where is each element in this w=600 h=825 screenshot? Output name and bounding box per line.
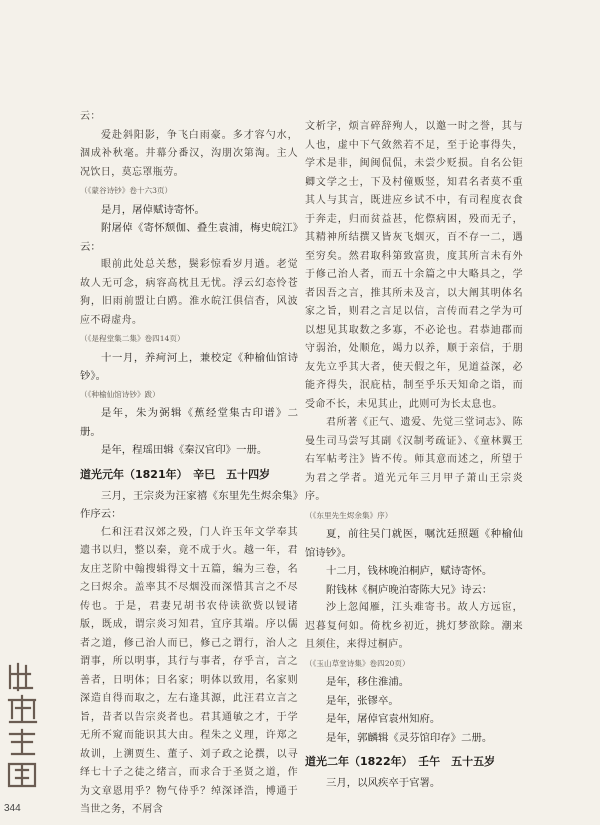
seal-logo-icon xyxy=(4,660,40,792)
body-paragraph: 是年，移住淮浦。 xyxy=(326,676,410,688)
body-paragraph: 是年，屠倬官袁州知府。 xyxy=(326,713,441,725)
source-citation: （《东里先生烬余集》序） xyxy=(305,510,393,520)
body-paragraph: 是月，屠倬赋诗寄怀。 xyxy=(101,203,205,216)
left-column xyxy=(80,108,298,820)
source-citation: （《蒙谷诗钞》卷十六3页） xyxy=(80,186,173,195)
body-paragraph: 是年，张镠卒。 xyxy=(326,694,399,707)
source-citation: （《种榆仙馆诗钞》跋） xyxy=(80,389,160,399)
body-paragraph: 是年，郭麟辑《灵芬馆印存》二册。 xyxy=(326,731,493,744)
quoted-passage: 仁和汪君汉郊之殁，门人许玉年文学奉其遗书以归，整以秦，竟不成于火。越一年，君友庄芝阶中翰搜辑得文十五篇，编为三卷，名之曰烬余。盖率其不尽烟没而深惜其言之不尽传也。于是，君妻兄胡书农侍读欲赀以锓诸版，既成，谓宗炎习知君，宜序其端。序以儒者之道，修己治人而已，修己之谓行，治人之谓事，所以明事，其行与事者，存乎言，言之善者，日明体；日名家；明体以致用，名家则深造自得而取之，左右逢其源，此汪君立言之旨，昔者以告宗炎者也。君其通敏之才，于学无所不窥而能识其大由。程朱之义理，许郑之故训，上溯贾生、董子、刘子政之论撰，以寻绎七十子之徒之绪言，而求合于圣贤之道，作为文章恩用乎？物气侍乎？绰深译浩，博通于当世之务，不屑含 xyxy=(80,526,298,815)
body-paragraph: 是年，朱为弼辑《蕉经堂集古印谱》二册。 xyxy=(80,407,298,438)
body-paragraph: 附钱林《桐庐晚泊寄陈大兄》诗云： xyxy=(326,583,493,596)
quoted-passage: 文析字，烦言碎辞殉人，以邀一时之誉，其与人也，虚中下气敛然若不足，至于论事得失，学术是非，闽闽侃侃，未尝少贬损。自名公钜卿文学之士，下及村僮贩竖，知君名者莫不重其人与其言，既进应乡试不中，有司程度衣食于奔走，归而贫益甚，佗傺病困，殁而无子，其精神所结撰又皆灰飞烟灭，百不存一二，遇至穷矣。然君取科第致富贵，度其所言未有外于修己治人者，而五十余篇之中大略具之，学者因吾之言，推其所未及言，以大阐其明体名家之旨，则君之言足以信，言传而君之学为可以想见其取数之多寡，不必论也。君恭迪郡而守弱治，处顺危，竭力以养，顺于亲信，于朋友先立乎其大者，使天假之年，见道益深，必能齐得失，泯庇枯，制至乎乐天知命之诣，而受命不长，未见其止，此则可为长太息也。 xyxy=(305,121,523,410)
source-citation: （《是程堂集二集》卷四14页） xyxy=(80,334,185,343)
body-paragraph: 十二月，钱林晚泊桐庐，赋诗寄怀。 xyxy=(326,565,493,577)
page-number: 344 xyxy=(4,803,21,814)
body-paragraph: 三月，以风疾卒于官署。 xyxy=(326,777,441,789)
body-paragraph: 十一月，养疴河上，兼校定《种榆仙馆诗钞》。 xyxy=(80,351,298,382)
body-paragraph: 附屠倬《寄怀颓伽、叠生袁浦，梅史皖江》云： xyxy=(80,222,298,253)
body-paragraph: 夏，前往吴门就医，嘱沈廷照题《种榆仙馆诗钞》。 xyxy=(305,528,523,559)
quoted-passage: 眼前此处总关愁，鬓彩惊看岁月遒。老觉故人无可念，病容高枕且无忧。浮云幻态怜苍狗，旧雨前盟让白鸥。淮水皖江俱信杳，风波应不碍虚舟。 xyxy=(80,259,298,326)
quoted-passage: 云： xyxy=(80,111,101,122)
right-column xyxy=(305,118,523,793)
quoted-passage: 爱赴斜阳影，争飞白雨豪。多才容勺水，涸成补秋毫。井幕分番汉，沟朋次第淘。主人况饮日，莫忘罩瓶劳。 xyxy=(80,129,298,178)
quoted-passage: 君所著《正气、遗爱、先觉三堂词志》、陈曼生司马尝写其副《汉制考疏证》、《童林翼王右军帖考注》皆不传。师其意而述之，所望于为君之学者。道光元年三月甲子萧山王宗炎序。 xyxy=(305,417,523,502)
body-paragraph: 是年，程瑶田辑《秦汉官印》一册。 xyxy=(101,444,268,456)
body-paragraph: 三月，王宗炎为汪家禧《东里先生烬余集》作序云： xyxy=(80,489,298,520)
year-heading: 道光二年（1822年） 壬午 五十五岁 xyxy=(305,755,496,768)
source-citation: （《玉山草堂诗集》卷四20页） xyxy=(305,658,410,668)
quoted-passage: 沙上忽闻雁，江头难寄书。故人方远宦，迟暮复何如。倚枕乡初近，挑灯梦欲除。潮来且须住，来得过桐庐。 xyxy=(305,602,523,650)
year-heading: 道光元年（1821年） 辛巳 五十四岁 xyxy=(80,467,271,481)
